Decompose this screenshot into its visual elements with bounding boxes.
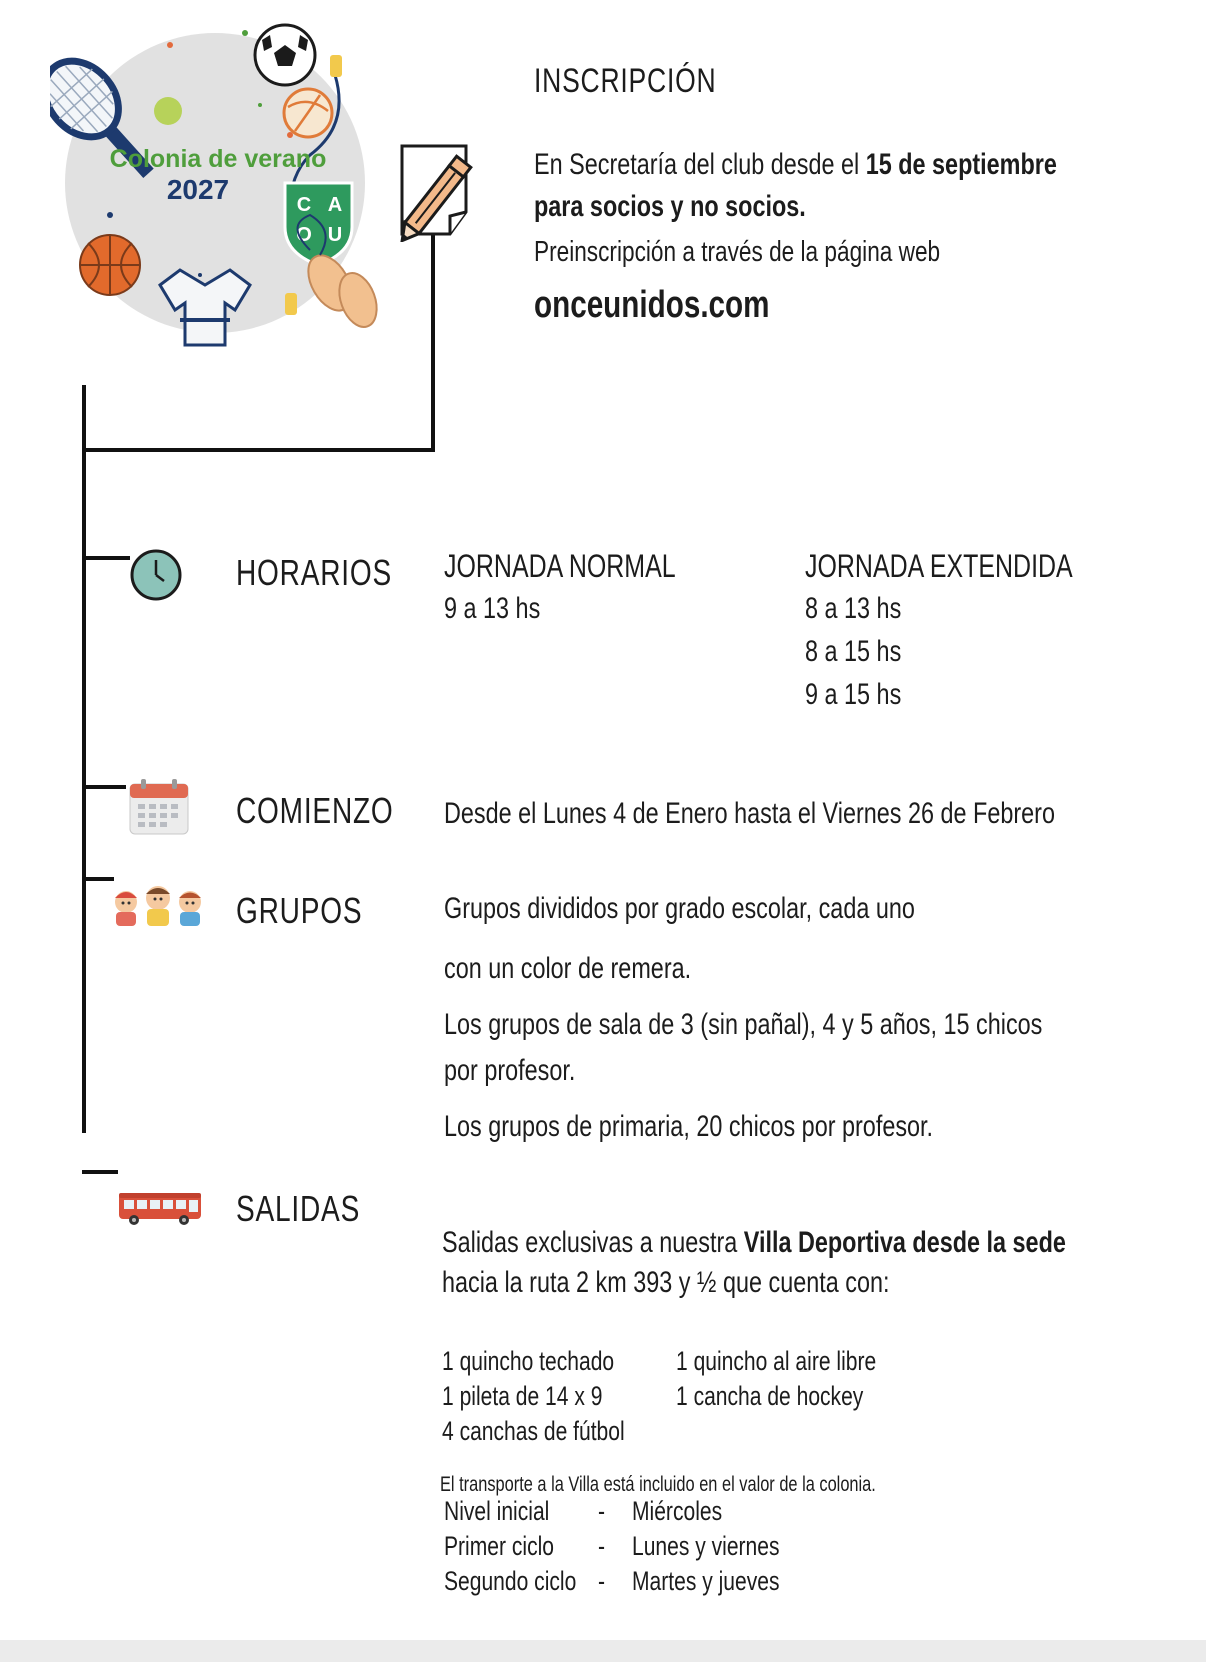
page-bottom-edge — [0, 1640, 1206, 1662]
branch-comienzo — [82, 785, 126, 789]
grupos-line-3: Los grupos de sala de 3 (sin pañal), 4 y 5 años, 15 chicos — [444, 1008, 1043, 1041]
branch-salidas — [82, 1170, 118, 1174]
calendar-icon — [128, 778, 190, 836]
schedule-sep-2: - — [598, 1531, 606, 1561]
inscripcion-line-2: para socios y no socios. — [534, 190, 806, 223]
timeline-up-connector — [431, 232, 435, 452]
facility-left-3: 4 canchas de fútbol — [442, 1416, 625, 1446]
timeline-vertical-line — [82, 385, 86, 1133]
salidas-intro-line-1 — [442, 1226, 1066, 1260]
schedule-sep-3: - — [598, 1566, 606, 1596]
logo-title: Colonia de verano — [109, 145, 327, 173]
facility-left-2: 1 pileta de 14 x 9 — [442, 1381, 603, 1411]
facility-right-1: 1 quincho al aire libre — [676, 1346, 877, 1376]
jornada-normal-title: JORNADA NORMAL — [444, 548, 676, 584]
facility-right-2: 1 cancha de hockey — [676, 1381, 864, 1411]
grupos-line-2: con un color de remera. — [444, 952, 692, 985]
bus-icon — [118, 1190, 202, 1226]
jornada-extendida-time-1: 8 a 13 hs — [805, 592, 902, 625]
schedule-days-3: Martes y jueves — [632, 1566, 780, 1596]
timeline-top-connector — [82, 448, 434, 452]
horarios-label: HORARIOS — [236, 552, 393, 593]
schedule-level-1: Nivel inicial — [444, 1496, 550, 1526]
colonia-logo — [50, 15, 380, 360]
grupos-line-4: por profesor. — [444, 1054, 576, 1087]
transport-note: El transporte a la Villa está incluido en el valor de la colonia. — [440, 1473, 876, 1496]
jornada-extendida-time-2: 8 a 15 hs — [805, 635, 902, 668]
jornada-extendida-title: JORNADA EXTENDIDA — [805, 548, 1073, 584]
website-link[interactable]: onceunidos.com — [534, 284, 770, 326]
branch-horarios — [82, 556, 130, 560]
svg-text:U: U — [327, 224, 343, 246]
grupos-label: GRUPOS — [236, 890, 363, 931]
club-shield-icon — [285, 183, 352, 265]
comienzo-text: Desde el Lunes 4 de Enero hasta el Viernes 26 de Febrero — [444, 797, 1055, 830]
schedule-level-3: Segundo ciclo — [444, 1566, 577, 1596]
schedule-sep-1: - — [598, 1496, 606, 1526]
villa-deportiva: Villa Deportiva desde la sede — [743, 1226, 1066, 1259]
inscripcion-line-3: Preinscripción a través de la página web — [534, 236, 941, 268]
logo-illustration — [50, 15, 380, 360]
schedule-level-2: Primer ciclo — [444, 1531, 554, 1561]
pencil-paper-icon — [398, 142, 494, 242]
svg-text:A: A — [327, 194, 343, 216]
salidas-intro-text: Salidas exclusivas a nuestra — [442, 1226, 744, 1259]
comienzo-label: COMIENZO — [236, 790, 394, 831]
jornada-extendida-time-3: 9 a 15 hs — [805, 678, 902, 711]
kids-group-icon — [110, 884, 206, 928]
inscripcion-heading: INSCRIPCIÓN — [534, 62, 717, 100]
grupos-line-5: Los grupos de primaria, 20 chicos por profesor. — [444, 1110, 934, 1143]
facility-left-1: 1 quincho techado — [442, 1346, 615, 1376]
salidas-intro-line-2: hacia la ruta 2 km 393 y ½ que cuenta con: — [442, 1266, 890, 1299]
salidas-label: SALIDAS — [236, 1188, 361, 1229]
inscripcion-line-1-text: En Secretaría del club desde el — [534, 148, 866, 181]
inscripcion-line-1 — [534, 148, 1057, 182]
branch-grupos — [82, 877, 114, 881]
schedule-days-1: Miércoles — [632, 1496, 723, 1526]
clock-icon — [129, 548, 183, 602]
logo-year: 2027 — [166, 174, 230, 205]
svg-text:C: C — [296, 194, 312, 216]
jornada-normal-time: 9 a 13 hs — [444, 592, 541, 625]
inscripcion-date: 15 de septiembre — [865, 148, 1057, 181]
grupos-line-1: Grupos divididos por grado escolar, cada uno — [444, 892, 915, 925]
schedule-days-2: Lunes y viernes — [632, 1531, 780, 1561]
svg-text:O: O — [296, 224, 312, 246]
